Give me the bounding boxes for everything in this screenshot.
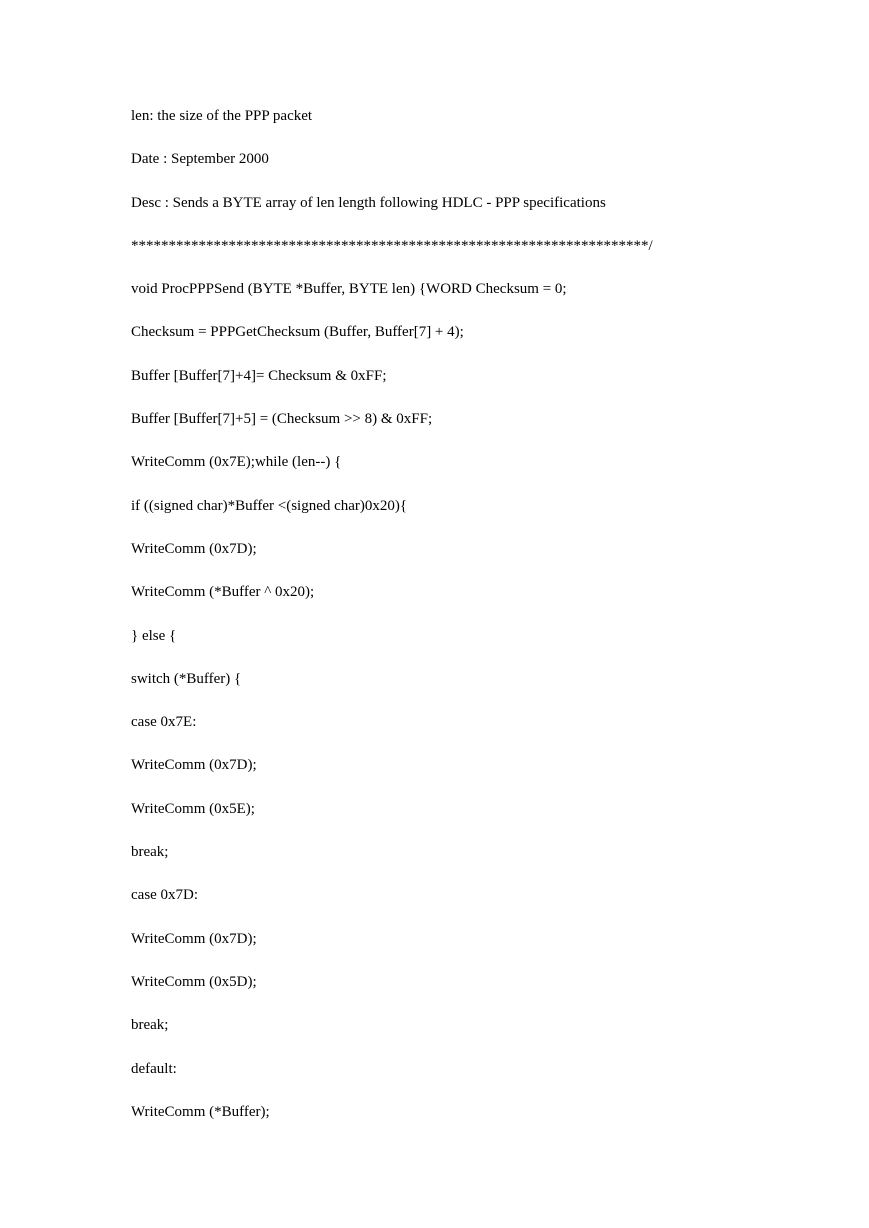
- doc-line: Date : September 2000: [131, 151, 269, 168]
- doc-line: Checksum = PPPGetChecksum (Buffer, Buffer[7] + 4);: [131, 324, 464, 341]
- doc-line: if ((signed char)*Buffer <(signed char)0x20){: [131, 497, 408, 514]
- doc-line: void ProcPPPSend (BYTE *Buffer, BYTE len) {WORD Checksum = 0;: [131, 281, 567, 298]
- doc-line: case 0x7E:: [131, 714, 197, 731]
- doc-line: *********************************************************************/: [131, 237, 653, 254]
- doc-line: default:: [131, 1060, 177, 1077]
- doc-line: Buffer [Buffer[7]+5] = (Checksum >> 8) & 0xFF;: [131, 411, 433, 428]
- doc-line: WriteComm (0x7D);: [131, 757, 257, 774]
- doc-line: WriteComm (0x7D);: [131, 930, 257, 947]
- doc-line: WriteComm (0x5D);: [131, 973, 257, 990]
- doc-line: WriteComm (*Buffer);: [131, 1103, 270, 1120]
- code-listing: [131, 105, 831, 1144]
- doc-line: Buffer [Buffer[7]+4]= Checksum & 0xFF;: [131, 367, 387, 384]
- doc-line: case 0x7D:: [131, 887, 199, 904]
- doc-line: } else {: [131, 627, 177, 644]
- doc-line: WriteComm (0x5E);: [131, 800, 255, 817]
- doc-line: WriteComm (0x7D);: [131, 540, 257, 557]
- doc-line: switch (*Buffer) {: [131, 670, 242, 687]
- doc-line: Desc : Sends a BYTE array of len length following HDLC - PPP specifications: [131, 194, 606, 211]
- doc-line: WriteComm (0x7E);while (len--) {: [131, 454, 342, 471]
- doc-line: WriteComm (*Buffer ^ 0x20);: [131, 584, 315, 601]
- doc-line: break;: [131, 1017, 169, 1034]
- doc-line: break;: [131, 844, 169, 861]
- doc-line: len: the size of the PPP packet: [131, 108, 313, 124]
